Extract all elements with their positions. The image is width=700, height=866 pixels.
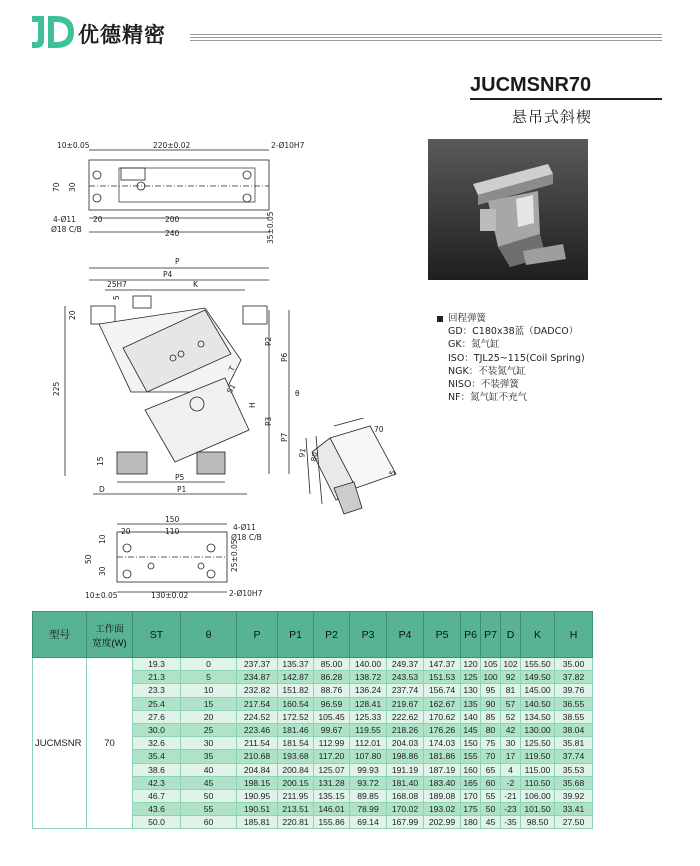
table-cell: 190.51	[237, 803, 278, 816]
lbl-t: T	[226, 364, 238, 373]
table-cell: 175	[461, 803, 481, 816]
table-cell: 183.40	[424, 776, 461, 789]
table-cell: 140.50	[521, 697, 555, 710]
table-cell: 55	[181, 803, 237, 816]
lbl-top-70: 70	[52, 182, 61, 192]
table-cell: 224.52	[237, 710, 278, 723]
table-cell: 204.03	[387, 737, 424, 750]
table-cell: 219.67	[387, 697, 424, 710]
table-cell: 193.68	[278, 750, 314, 763]
table-cell: 52	[501, 710, 521, 723]
col-header: P3	[350, 612, 387, 658]
spec-line: ISO：TJL25~115(Coil Spring)	[448, 352, 585, 364]
lbl-top-30: 30	[68, 182, 77, 192]
lbl-b150: 150	[165, 515, 180, 524]
table-cell: 202.99	[424, 816, 461, 829]
col-header: P4	[387, 612, 424, 658]
company-logo	[30, 14, 76, 50]
table-cell: -21	[501, 789, 521, 802]
model-cell: JUCMSNR	[33, 658, 87, 829]
col-header: P2	[314, 612, 350, 658]
table-cell: 38.55	[555, 710, 593, 723]
detail-drawing	[294, 418, 414, 523]
table-cell: 75	[481, 737, 501, 750]
table-cell: 165	[461, 776, 481, 789]
lbl-b10b: 10±0.05	[85, 591, 118, 600]
table-cell: 45	[481, 816, 501, 829]
table-cell: 140.00	[350, 658, 387, 671]
lbl-b2h7: 2-Ø10H7	[229, 589, 263, 598]
lbl-b50: 50	[84, 554, 93, 564]
table-cell: 135.15	[314, 789, 350, 802]
col-header: P1	[278, 612, 314, 658]
table-cell: 211.95	[278, 789, 314, 802]
table-cell: 140	[461, 710, 481, 723]
table-cell: 213.51	[278, 803, 314, 816]
table-cell: 50	[481, 803, 501, 816]
table-cell: 35.00	[555, 658, 593, 671]
table-row	[33, 658, 593, 671]
table-cell: 185.81	[237, 816, 278, 829]
table-cell: 198.15	[237, 776, 278, 789]
table-cell: 176.26	[424, 723, 461, 736]
table-cell: 136.24	[350, 684, 387, 697]
lbl-p5: P5	[175, 473, 185, 482]
table-cell: 85	[481, 710, 501, 723]
spec-line: NISO：不装弹簧	[448, 379, 519, 391]
col-header: P5	[424, 612, 461, 658]
table-cell: 89.85	[350, 789, 387, 802]
table-cell: 237.37	[237, 658, 278, 671]
lbl-p1: P1	[177, 485, 187, 494]
table-cell: 107.80	[350, 750, 387, 763]
table-cell: 128.41	[350, 697, 387, 710]
table-cell: 151.82	[278, 684, 314, 697]
dimension-table	[32, 611, 593, 829]
lbl-top-4011: 4-Ø11	[53, 215, 76, 224]
table-cell: 88.76	[314, 684, 350, 697]
table-cell: 80	[481, 723, 501, 736]
lbl-20: 20	[68, 310, 77, 320]
table-cell: 69.14	[350, 816, 387, 829]
table-cell: 21.3	[133, 671, 181, 684]
table-cell: 218.26	[387, 723, 424, 736]
lbl-top-35: 35±0.05	[266, 211, 275, 244]
table-cell: 146.01	[314, 803, 350, 816]
lbl-b20: 20	[121, 527, 131, 536]
table-cell: 119.50	[521, 750, 555, 763]
table-cell: 30	[501, 737, 521, 750]
table-cell: 43.6	[133, 803, 181, 816]
table-cell: 96.59	[314, 697, 350, 710]
col-header: P6	[461, 612, 481, 658]
table-cell: 46.7	[133, 789, 181, 802]
lbl-theta: θ	[295, 389, 300, 398]
table-cell: 45	[181, 776, 237, 789]
table-cell: 106.00	[521, 789, 555, 802]
table-cell: 81	[501, 684, 521, 697]
table-header-row	[33, 612, 593, 658]
col-header: D	[501, 612, 521, 658]
lbl-top-2h7: 2-Ø10H7	[271, 141, 305, 150]
spec-line: GD：C180x38蓝（DADCO）	[448, 326, 579, 338]
table-cell: 181.54	[278, 737, 314, 750]
model-rule	[470, 98, 662, 100]
table-cell: 42	[501, 723, 521, 736]
table-cell: 145.00	[521, 684, 555, 697]
lbl-b110: 110	[165, 527, 180, 536]
brand-name: 优德精密	[78, 23, 166, 47]
table-cell: 155.86	[314, 816, 350, 829]
table-cell: 147.37	[424, 658, 461, 671]
table-cell: 181.40	[387, 776, 424, 789]
table-cell: 35.4	[133, 750, 181, 763]
table-cell: 234.87	[237, 671, 278, 684]
lbl-k: K	[193, 280, 198, 289]
table-cell: 112.99	[314, 737, 350, 750]
table-cell: 70	[481, 750, 501, 763]
table-cell: 156.74	[424, 684, 461, 697]
lbl-top-200: 200	[165, 215, 180, 224]
table-cell: 65	[481, 763, 501, 776]
table-cell: 20	[181, 710, 237, 723]
lbl-det80: 80	[309, 451, 320, 463]
table-cell: 162.67	[424, 697, 461, 710]
col-header: 型号	[33, 612, 87, 658]
lbl-b30: 30	[98, 566, 107, 576]
spec-line: NGK：不装氮气缸	[448, 365, 526, 377]
spec-title-row	[437, 312, 585, 325]
table-cell: 115.00	[521, 763, 555, 776]
table-cell: 200.15	[278, 776, 314, 789]
lbl-d: D	[99, 485, 105, 494]
lbl-15: 15	[96, 456, 105, 466]
table-cell: 15	[181, 697, 237, 710]
table-cell: 237.74	[387, 684, 424, 697]
lbl-b130: 130±0.02	[151, 591, 189, 600]
table-cell: 117.20	[314, 750, 350, 763]
table-cell: 0	[181, 658, 237, 671]
table-cell: 39.92	[555, 789, 593, 802]
product-photo	[428, 139, 588, 280]
table-cell: 125.50	[521, 737, 555, 750]
table-cell: 38.6	[133, 763, 181, 776]
table-cell: -35	[501, 816, 521, 829]
table-cell: 42.3	[133, 776, 181, 789]
table-cell: 198.86	[387, 750, 424, 763]
table-cell: 30.0	[133, 723, 181, 736]
table-cell: 135	[461, 697, 481, 710]
lbl-225: 225	[52, 381, 61, 396]
table-cell: 155.50	[521, 658, 555, 671]
table-cell: 55	[481, 789, 501, 802]
table-cell: 187.19	[424, 763, 461, 776]
table-cell: 190.95	[237, 789, 278, 802]
col-header: θ	[181, 612, 237, 658]
lbl-5: 5	[112, 295, 121, 300]
lbl-top-018: Ø18 C/B	[51, 225, 82, 234]
table-cell: 100	[481, 671, 501, 684]
table-cell: 110.50	[521, 776, 555, 789]
table-cell: 155	[461, 750, 481, 763]
table-cell: 37.82	[555, 671, 593, 684]
table-cell: 35	[181, 750, 237, 763]
table-cell: 40	[181, 763, 237, 776]
table-cell: 204.84	[237, 763, 278, 776]
lbl-p4: P4	[163, 270, 173, 279]
table-cell: 142.87	[278, 671, 314, 684]
table-cell: 105.45	[314, 710, 350, 723]
table-cell: 125.07	[314, 763, 350, 776]
lbl-top-220: 220±0.02	[153, 141, 191, 150]
table-cell: 25.4	[133, 697, 181, 710]
table-cell: 130.00	[521, 723, 555, 736]
table-cell: 25	[181, 723, 237, 736]
table-cell: 119.55	[350, 723, 387, 736]
table-cell: 32.6	[133, 737, 181, 750]
table-cell: 99.67	[314, 723, 350, 736]
lbl-top-20: 20	[93, 215, 103, 224]
header-rule	[190, 34, 662, 41]
table-cell: 92	[501, 671, 521, 684]
table-cell: 243.53	[387, 671, 424, 684]
table-cell: 200.84	[278, 763, 314, 776]
lbl-p2: P2	[264, 336, 273, 346]
spec-line: NF：氮气缸不充气	[448, 392, 528, 404]
table-cell: 217.54	[237, 697, 278, 710]
table-cell: 120	[461, 658, 481, 671]
table-cell: 130	[461, 684, 481, 697]
table-cell: 38.04	[555, 723, 593, 736]
table-cell: 151.53	[424, 671, 461, 684]
table-cell: 35.81	[555, 737, 593, 750]
table-cell: 102	[501, 658, 521, 671]
lbl-p: P	[175, 257, 180, 266]
table-cell: 131.28	[314, 776, 350, 789]
table-cell: 160	[461, 763, 481, 776]
table-cell: -2	[501, 776, 521, 789]
table-cell: 181.46	[278, 723, 314, 736]
table-cell: 30	[181, 737, 237, 750]
lbl-h: H	[248, 402, 257, 408]
table-cell: 60	[181, 816, 237, 829]
table-cell: 35.53	[555, 763, 593, 776]
table-cell: 211.54	[237, 737, 278, 750]
table-cell: -23	[501, 803, 521, 816]
col-header: ST	[133, 612, 181, 658]
spec-notes	[437, 312, 585, 404]
table-cell: 95	[481, 684, 501, 697]
table-cell: 170	[461, 789, 481, 802]
table-cell: 193.02	[424, 803, 461, 816]
table-cell: 33.41	[555, 803, 593, 816]
table-cell: 181.86	[424, 750, 461, 763]
col-header: P7	[481, 612, 501, 658]
model-name: 悬吊式斜楔	[512, 108, 593, 126]
table-cell: 39.76	[555, 684, 593, 697]
table-cell: 36.55	[555, 697, 593, 710]
table-cell: 191.19	[387, 763, 424, 776]
table-cell: 160.54	[278, 697, 314, 710]
table-cell: 170.62	[424, 710, 461, 723]
table-cell: 98.50	[521, 816, 555, 829]
lbl-25h7: 25H7	[107, 280, 127, 289]
table-cell: 125	[461, 671, 481, 684]
lbl-b10: 10	[98, 534, 107, 544]
table-cell: 210.68	[237, 750, 278, 763]
table-cell: 86.28	[314, 671, 350, 684]
technical-drawing	[35, 140, 425, 610]
table-cell: 23.3	[133, 684, 181, 697]
spec-title: 回程弹簧	[448, 313, 487, 324]
lbl-top-240: 240	[165, 229, 180, 238]
table-cell: 35.68	[555, 776, 593, 789]
lbl-p7: P7	[280, 432, 289, 442]
table-cell: 4	[501, 763, 521, 776]
table-cell: 112.01	[350, 737, 387, 750]
table-cell: 168.08	[387, 789, 424, 802]
table-cell: 27.50	[555, 816, 593, 829]
table-cell: 93.72	[350, 776, 387, 789]
table-cell: 57	[501, 697, 521, 710]
table-cell: 50.0	[133, 816, 181, 829]
col-header: H	[555, 612, 593, 658]
lbl-b018: Ø18 C/B	[231, 533, 262, 542]
table-cell: 27.6	[133, 710, 181, 723]
table-cell: 174.03	[424, 737, 461, 750]
lbl-det91: 91	[297, 447, 308, 459]
table-cell: 170.02	[387, 803, 424, 816]
table-cell: 172.52	[278, 710, 314, 723]
col-header: K	[521, 612, 555, 658]
spec-line: GK：氮气缸	[448, 339, 500, 351]
table-cell: 101.50	[521, 803, 555, 816]
table-cell: 37.74	[555, 750, 593, 763]
table-cell: 125.33	[350, 710, 387, 723]
table-cell: 223.46	[237, 723, 278, 736]
lbl-top-10: 10±0.05	[57, 141, 90, 150]
table-cell: 134.50	[521, 710, 555, 723]
table-cell: 145	[461, 723, 481, 736]
table-cell: 105	[481, 658, 501, 671]
table-cell: 90	[481, 697, 501, 710]
table-cell: 50	[181, 789, 237, 802]
lbl-det5: 5	[387, 469, 398, 477]
col-header: 工作面 宽度(W)	[87, 612, 133, 658]
model-code: JUCMSNR70	[470, 74, 592, 96]
table-cell: 19.3	[133, 658, 181, 671]
table-cell: 189.08	[424, 789, 461, 802]
table-cell: 85.00	[314, 658, 350, 671]
table-cell: 5	[181, 671, 237, 684]
table-cell: 232.82	[237, 684, 278, 697]
table-cell: 180	[461, 816, 481, 829]
lbl-det70: 70	[374, 425, 384, 434]
table-cell: 99.93	[350, 763, 387, 776]
table-cell: 249.37	[387, 658, 424, 671]
table-cell: 78.99	[350, 803, 387, 816]
table-cell: 60	[481, 776, 501, 789]
table-cell: 10	[181, 684, 237, 697]
table-cell: 222.62	[387, 710, 424, 723]
lbl-p3: P3	[264, 416, 273, 426]
table-cell: 17	[501, 750, 521, 763]
table-cell: 167.99	[387, 816, 424, 829]
width-cell: 70	[87, 658, 133, 829]
table-cell: 220.81	[278, 816, 314, 829]
table-cell: 149.50	[521, 671, 555, 684]
lbl-p6: P6	[280, 352, 289, 362]
lbl-b4011: 4-Ø11	[233, 523, 256, 532]
lbl-b25: 25±0.05	[230, 539, 239, 572]
table-cell: 135.37	[278, 658, 314, 671]
lbl-s1: S1	[224, 382, 238, 395]
col-header: P	[237, 612, 278, 658]
bullet-icon	[437, 316, 443, 322]
table-cell: 150	[461, 737, 481, 750]
table-cell: 138.72	[350, 671, 387, 684]
